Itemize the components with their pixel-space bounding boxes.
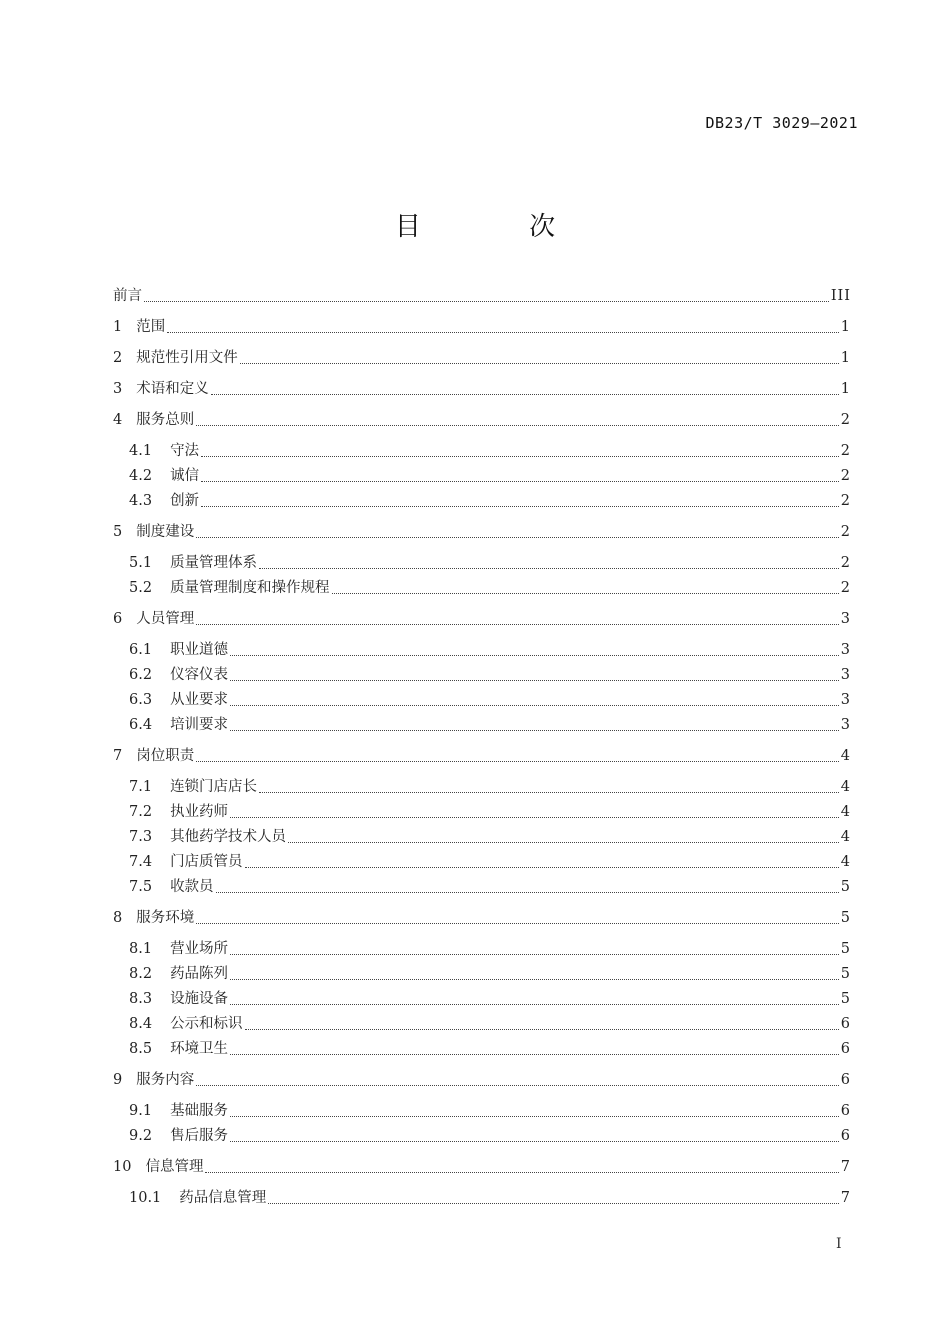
toc-entry[interactable] xyxy=(129,577,851,599)
toc-entry[interactable] xyxy=(129,1125,851,1147)
toc-entry-number: 8.1 xyxy=(129,941,153,957)
toc-entry-label: 诚信 xyxy=(170,468,200,484)
toc-entry[interactable] xyxy=(113,1156,851,1178)
toc-entry-number: 4.2 xyxy=(129,468,153,484)
toc-entry[interactable] xyxy=(113,316,851,338)
dot-leader xyxy=(259,792,839,793)
dot-leader xyxy=(230,1116,839,1117)
toc-entry-page: 5 xyxy=(840,879,851,895)
toc-entry-label: 服务环境 xyxy=(136,910,195,926)
toc-entry[interactable] xyxy=(129,1187,851,1209)
dot-leader xyxy=(201,481,839,482)
toc-entry[interactable] xyxy=(129,1013,851,1035)
toc-entry-number: 8.4 xyxy=(129,1016,153,1032)
toc-entry-label: 仪容仪表 xyxy=(170,667,229,683)
toc-entry-page: 3 xyxy=(840,611,851,627)
toc-entry-number: 10.1 xyxy=(129,1190,162,1206)
dot-leader xyxy=(268,1203,838,1204)
toc-entry[interactable] xyxy=(129,714,851,736)
dot-leader xyxy=(332,593,839,594)
toc-entry-page: 6 xyxy=(840,1072,851,1088)
toc-entry[interactable] xyxy=(113,745,851,767)
toc-entry-label: 营业场所 xyxy=(170,941,229,957)
toc-entry[interactable] xyxy=(129,963,851,985)
toc-entry-number: 8.5 xyxy=(129,1041,153,1057)
toc-entry-number: 6.1 xyxy=(129,642,153,658)
dot-leader xyxy=(230,655,839,656)
toc-entry-page: 4 xyxy=(840,829,851,845)
toc-entry-label: 前言 xyxy=(113,288,142,304)
toc-entry-number: 7.1 xyxy=(129,779,153,795)
toc-entry-number: 7 xyxy=(113,748,123,764)
toc-entry-page: 2 xyxy=(840,443,851,459)
toc-entry-number: 9.1 xyxy=(129,1103,153,1119)
toc-entry-number: 7.4 xyxy=(129,854,153,870)
standard-code: DB23/T 3029—2021 xyxy=(705,114,858,132)
dot-leader xyxy=(201,456,839,457)
toc-entry-label: 执业药师 xyxy=(170,804,229,820)
toc-entry-page: 6 xyxy=(840,1128,851,1144)
dot-leader xyxy=(211,394,839,395)
toc-entry[interactable] xyxy=(129,465,851,487)
toc-entry-label: 环境卫生 xyxy=(170,1041,229,1057)
dot-leader xyxy=(230,730,839,731)
toc-entry-label: 设施设备 xyxy=(170,991,229,1007)
toc-entry[interactable] xyxy=(129,664,851,686)
toc-entry-label: 制度建设 xyxy=(136,524,195,540)
toc-entry-number: 6.4 xyxy=(129,717,153,733)
dot-leader xyxy=(288,842,839,843)
toc-entry[interactable] xyxy=(129,938,851,960)
toc-entry-number: 6.3 xyxy=(129,692,153,708)
page-title: 目 次 xyxy=(394,212,606,242)
toc-entry-page: 4 xyxy=(840,748,851,764)
toc-entry-label: 职业道德 xyxy=(170,642,229,658)
toc-entry-page: 5 xyxy=(840,966,851,982)
toc-entry-label: 守法 xyxy=(170,443,200,459)
toc-entry-page: 3 xyxy=(840,642,851,658)
toc-entry-number: 7.5 xyxy=(129,879,153,895)
toc-entry[interactable] xyxy=(129,826,851,848)
toc-entry-page: 3 xyxy=(840,717,851,733)
toc-entry-page: 1 xyxy=(840,381,851,397)
dot-leader xyxy=(230,817,839,818)
toc-entry-label: 术语和定义 xyxy=(136,381,209,397)
toc-entry-label: 门店质管员 xyxy=(170,854,243,870)
toc-entry[interactable] xyxy=(129,876,851,898)
toc-entry-number: 4.3 xyxy=(129,493,153,509)
toc-entry-number: 8.2 xyxy=(129,966,153,982)
toc-entry-label: 公示和标识 xyxy=(170,1016,243,1032)
toc-entry-label: 信息管理 xyxy=(145,1159,204,1175)
toc-entry[interactable] xyxy=(113,608,851,630)
dot-leader xyxy=(230,705,839,706)
toc-entry-page: 2 xyxy=(840,412,851,428)
toc-entry-page: 4 xyxy=(840,854,851,870)
toc-entry-number: 10 xyxy=(113,1159,132,1175)
dot-leader xyxy=(230,979,839,980)
toc-entry[interactable] xyxy=(113,1069,851,1091)
toc-entry[interactable] xyxy=(113,409,851,431)
toc-entry-label: 连锁门店店长 xyxy=(170,779,258,795)
toc-entry[interactable] xyxy=(129,1100,851,1122)
toc-entry[interactable] xyxy=(113,907,851,929)
toc-entry-label: 规范性引用文件 xyxy=(136,350,238,366)
toc-entry[interactable] xyxy=(113,285,851,307)
toc-entry[interactable] xyxy=(129,851,851,873)
toc-entry-label: 其他药学技术人员 xyxy=(170,829,287,845)
dot-leader xyxy=(230,1054,839,1055)
toc-entry[interactable] xyxy=(113,378,851,400)
dot-leader xyxy=(230,1004,839,1005)
toc-entry-label: 岗位职责 xyxy=(136,748,195,764)
dot-leader xyxy=(167,332,839,333)
toc-entry-label: 基础服务 xyxy=(170,1103,229,1119)
dot-leader xyxy=(196,923,839,924)
toc-entry[interactable] xyxy=(129,639,851,661)
toc-entry-label: 创新 xyxy=(170,493,200,509)
dot-leader xyxy=(230,1141,839,1142)
toc-entry-number: 9 xyxy=(113,1072,123,1088)
toc-entry-number: 9.2 xyxy=(129,1128,153,1144)
dot-leader xyxy=(230,954,839,955)
toc-entry-page: 2 xyxy=(840,580,851,596)
toc-entry-page: 2 xyxy=(840,493,851,509)
toc-entry[interactable] xyxy=(129,776,851,798)
dot-leader xyxy=(230,680,839,681)
toc-entry-label: 药品陈列 xyxy=(170,966,229,982)
dot-leader xyxy=(201,506,839,507)
toc-entry-label: 服务内容 xyxy=(136,1072,195,1088)
toc-entry-page: 7 xyxy=(840,1190,851,1206)
toc-entry-page: 3 xyxy=(840,667,851,683)
toc-entry-page: 5 xyxy=(840,910,851,926)
dot-leader xyxy=(196,1085,839,1086)
toc-entry-page: 4 xyxy=(840,779,851,795)
toc-entry-label: 质量管理制度和操作规程 xyxy=(170,580,330,596)
dot-leader xyxy=(245,867,839,868)
dot-leader xyxy=(196,761,839,762)
dot-leader xyxy=(196,624,839,625)
toc-entry-label: 从业要求 xyxy=(170,692,229,708)
toc-entry-page: 5 xyxy=(840,991,851,1007)
toc-entry-label: 培训要求 xyxy=(170,717,229,733)
dot-leader xyxy=(196,537,839,538)
page-number: I xyxy=(836,1236,842,1252)
toc-entry-number: 5.2 xyxy=(129,580,153,596)
toc-entry-number: 1 xyxy=(113,319,123,335)
dot-leader xyxy=(144,301,829,302)
toc-entry[interactable] xyxy=(129,1038,851,1060)
toc-entry-page: 6 xyxy=(840,1041,851,1057)
toc-entry-number: 8.3 xyxy=(129,991,153,1007)
toc-entry-number: 4 xyxy=(113,412,123,428)
toc-entry-page: 1 xyxy=(840,350,851,366)
toc-entry-page: 1 xyxy=(840,319,851,335)
dot-leader xyxy=(205,1172,838,1173)
toc-entry[interactable] xyxy=(129,689,851,711)
toc-entry-number: 8 xyxy=(113,910,123,926)
dot-leader xyxy=(240,363,839,364)
toc-entry-page: 6 xyxy=(840,1016,851,1032)
toc-entry-page: 2 xyxy=(840,555,851,571)
toc-entry-number: 2 xyxy=(113,350,123,366)
toc-entry-label: 范围 xyxy=(136,319,166,335)
toc-entry[interactable] xyxy=(129,490,851,512)
toc-entry-page: 5 xyxy=(840,941,851,957)
dot-leader xyxy=(196,425,839,426)
toc-entry-number: 5.1 xyxy=(129,555,153,571)
dot-leader xyxy=(259,568,839,569)
toc-entry[interactable] xyxy=(113,347,851,369)
toc-entry[interactable] xyxy=(129,552,851,574)
toc-entry[interactable] xyxy=(129,440,851,462)
toc-entry-page: 7 xyxy=(840,1159,851,1175)
toc-entry-number: 6 xyxy=(113,611,123,627)
toc-entry-label: 收款员 xyxy=(170,879,214,895)
toc-entry-label: 药品信息管理 xyxy=(179,1190,267,1206)
toc-entry[interactable] xyxy=(129,988,851,1010)
toc-entry-number: 7.2 xyxy=(129,804,153,820)
toc-entry-number: 5 xyxy=(113,524,123,540)
toc-entry-number: 7.3 xyxy=(129,829,153,845)
toc-entry-label: 质量管理体系 xyxy=(170,555,258,571)
toc-entry-number: 6.2 xyxy=(129,667,153,683)
toc-entry-label: 服务总则 xyxy=(136,412,195,428)
toc-entry-page: 6 xyxy=(840,1103,851,1119)
toc-entry-number: 4.1 xyxy=(129,443,153,459)
toc-entry-label: 售后服务 xyxy=(170,1128,229,1144)
toc-entry[interactable] xyxy=(113,521,851,543)
dot-leader xyxy=(216,892,839,893)
toc-entry-page: 3 xyxy=(840,692,851,708)
toc-entry-page: 2 xyxy=(840,524,851,540)
toc-entry-page: III xyxy=(830,288,851,304)
toc-entry-number: 3 xyxy=(113,381,123,397)
dot-leader xyxy=(245,1029,839,1030)
toc-entry-page: 2 xyxy=(840,468,851,484)
toc-entry[interactable] xyxy=(129,801,851,823)
toc-entry-page: 4 xyxy=(840,804,851,820)
toc-entry-label: 人员管理 xyxy=(136,611,195,627)
